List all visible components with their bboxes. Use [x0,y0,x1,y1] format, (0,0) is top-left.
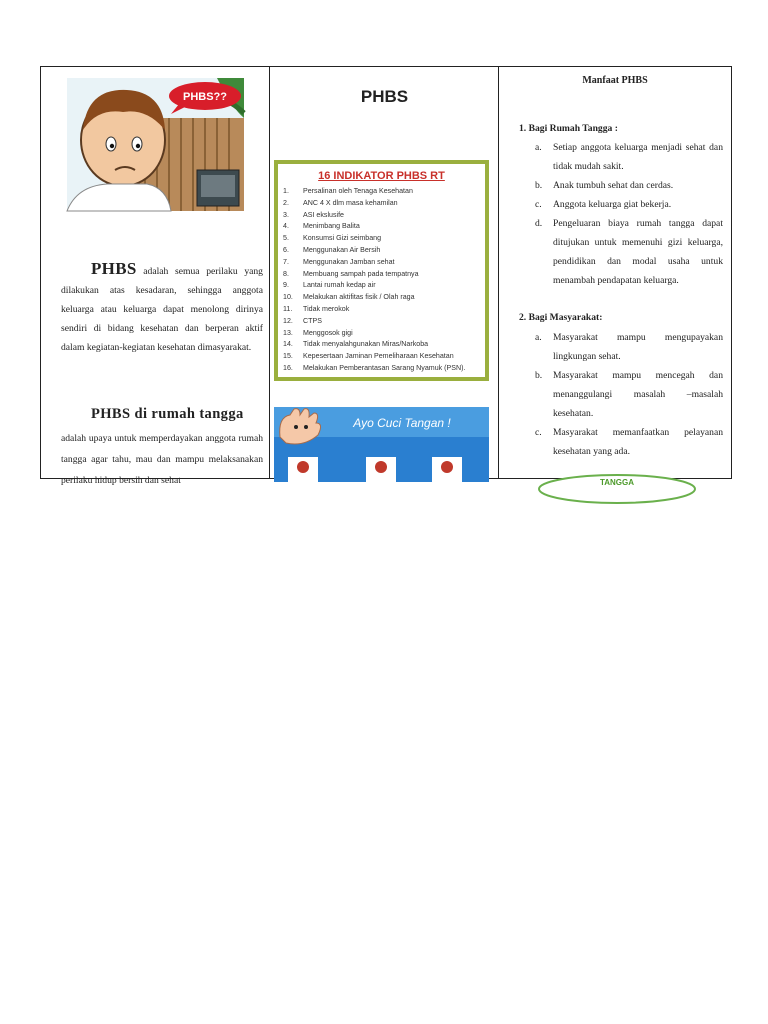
indicator-number: 3. [283,210,289,219]
indicator-text: Menimbang Balita [303,222,360,231]
rumah-tangga-benefit-marker: b. [535,180,543,191]
indicator-text: Tidak merokok [303,304,350,313]
indicator-text: Menggunakan Air Bersih [303,245,381,254]
indicator-text: Menggunakan Jamban sehat [303,257,395,266]
indicator-text: Persalinan oleh Tenaga Kesehatan [303,187,413,195]
column-middle [270,67,499,478]
rumah-tangga-benefit-text: Setiap anggota keluarga menjadi sehat dan tidak mudah sakit. [553,142,723,172]
manfaat-title: Manfaat PHBS [582,75,648,86]
masyarakat-benefit-item [535,423,723,461]
indicator-number: 5. [283,234,289,243]
indicator-number: 15. [283,352,293,361]
indicator-item [283,339,483,351]
indicator-item [283,186,483,198]
rumah-tangga-benefit-item [535,176,723,195]
rumah-tangga-benefit-item [535,138,723,176]
masyarakat-benefit-text: Masyarakat mampu mengupayakan lingkungan sehat. [553,332,723,362]
rumah-tangga-benefit-text: Anak tumbuh sehat dan cerdas. [553,180,674,191]
indicator-number: 11. [283,304,293,313]
section-masyarakat-label: 2. Bagi Masyarakat: [519,312,603,323]
indicator-text: ASI ekslusife [303,210,345,219]
phbs-definition-text: adalah semua perilaku yang dilakukan atas kesadaran, sehingga anggota keluarga atau keluarga dapat menolong dirinya sendiri di bidang kesehatan dan berperan aktif dalam kegiatan-kegiatan kesehatan dimasyarakat. [61,266,263,353]
masyarakat-benefit-marker: b. [535,370,543,381]
indicator-text: Kepesertaan Jaminan Pemeliharaan Kesehatan [303,352,454,361]
indicator-text: Melakukan aktifitas fisik / Olah raga [303,293,415,302]
rumah-tangga-benefit-item [535,214,723,290]
indicator-item [283,233,483,245]
phbs-definition [61,259,263,357]
indicator-item [283,245,483,257]
rumah-tangga-benefit-marker: d. [535,218,543,229]
indicator-number: 9. [283,281,289,290]
rumah-tangga-benefit-text: Anggota keluarga giat bekerja. [553,199,672,210]
masyarakat-benefit-marker: c. [535,427,542,438]
indicator-number: 14. [283,340,293,349]
indicator-number: 2. [283,198,289,207]
rumah-tangga-benefit-item [535,195,723,214]
indicator-item [283,210,483,222]
masyarakat-benefit-text: Masyarakat memanfaatkan pelayanan kesehatan yang ada. [553,427,723,457]
indicator-list [283,186,483,375]
heading-phbs-rumah-tangga: PHBS di rumah tangga [91,406,244,422]
indicator-number: 13. [283,328,293,337]
indicator-title: 16 INDIKATOR PHBS RT [318,170,445,182]
column-title-phbs: PHBS [360,87,409,106]
cartoon-bubble-text: PHBS?? [183,91,227,103]
indicator-item [283,363,483,375]
badge-text: TANGGA [599,478,635,487]
indicator-text: Tidak menyalahgunakan Miras/Narkoba [303,340,429,349]
rumah-tangga-benefit-marker: c. [535,199,542,210]
tangga-badge [537,469,697,489]
indicator-item [283,269,483,281]
trifold-page [40,66,732,487]
indicator-item [283,292,483,304]
phbs-rumah-tangga-text: adalah upaya untuk memperdayakan anggota rumah tangga agar tahu, mau dan mampu melaksanakan perilaku hidup bersih dan sehat [61,433,263,486]
indicator-item [283,304,483,316]
indicator-text: Menggosok gigi [303,328,353,337]
masyarakat-benefit-marker: a. [535,332,542,343]
rumah-tangga-benefit-text: Pengeluaran biaya rumah tangga dapat ditujukan untuk memenuhi gizi keluarga, pendidikan dan modal usaha untuk menambah pendapatan keluarga. [553,218,723,286]
indicator-text: CTPS [303,316,322,325]
indicator-text: Membuang sampah pada tempatnya [303,269,419,278]
rumah-tangga-benefit-marker: a. [535,142,542,153]
column-left [41,67,270,486]
indicator-box [274,160,489,381]
indicator-text: Konsumsi Gizi seimbang [303,234,382,243]
indicator-text: ANC 4 X dlm masa kehamilan [303,198,398,207]
phbs-term: PHBS [91,259,137,278]
masyarakat-benefits [535,328,723,461]
indicator-number: 7. [283,257,289,266]
indicator-number: 10. [283,293,293,302]
indicator-item [283,316,483,328]
masyarakat-benefit-text: Masyarakat mampu mencegah dan menanggulangi masalah –masalah kesehatan. [553,370,723,419]
rumah-tangga-benefits [535,138,723,290]
indicator-item [283,280,483,292]
handwashing-poster [274,407,489,482]
poster-title: Ayo Cuci Tangan ! [353,416,451,430]
indicator-text: Lantai rumah kedap air [303,281,376,290]
indicator-number: 12. [283,316,293,325]
indicator-number: 1. [283,187,289,195]
section-rumah-tangga-label: 1. Bagi Rumah Tangga : [519,123,618,134]
indicator-number: 4. [283,222,289,231]
indicator-number: 8. [283,269,289,278]
indicator-item [283,221,483,233]
indicator-item [283,257,483,269]
indicator-number: 16. [283,363,293,372]
masyarakat-benefit-item [535,366,723,423]
masyarakat-benefit-item [535,328,723,366]
indicator-item [283,328,483,340]
confused-boy-illustration [67,78,244,211]
indicator-item [283,351,483,363]
column-right [499,67,731,487]
indicator-number: 6. [283,245,289,254]
indicator-text: Melakukan Pemberantasan Sarang Nyamuk (PSN). [303,363,466,372]
indicator-item [283,198,483,210]
